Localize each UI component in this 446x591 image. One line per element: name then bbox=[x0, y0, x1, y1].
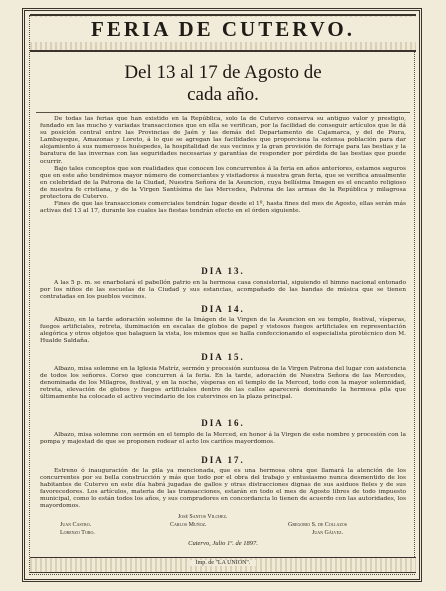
section-heading-dia-15: DIA 15. bbox=[201, 352, 245, 362]
section-heading-dia-17: DIA 17. bbox=[201, 455, 245, 465]
section-text-dia-16: Albazo, misa solemne con sermón en el templo de la Merced, en honor á la Virgen de este nombre y procesión con la pompa y majestad de que se proponen rodear el acto los cariños mayordomos. bbox=[40, 432, 406, 446]
signatory-right-2: Juan Gálvez. bbox=[312, 530, 344, 536]
date-range-heading bbox=[30, 62, 416, 106]
dateline: Cutervo, Julio 1º. de 1897. bbox=[188, 540, 258, 547]
intro-paragraph: Bajo tales conceptos que son realidades que conocen los concurrentes á la feria en años anteriores, estamos seguros que en este año tendrémos mayor número de comerciantes y visitadores á nuestra gran feria, que se verifica anualmente en celebridad de la Patrona de la Ciudad, Nuestra Señora de la Asuncion, cuya bellísima Imagen es el encanto religioso de nuestra fe cristiana, y de la Virgen Santísima de las Mercedes, Patrona de las armas de la República y milagrosa protectora de Cutervo. bbox=[40, 165, 406, 201]
date-line-2: cada año. bbox=[187, 84, 259, 105]
intro-paragraph: De todas las ferias que han existido en la República, solo la de Cutervo conserva su antiguo valor y prestigio, fundado en las mucho y variadas transacciones que en ella se verifican, por la facilidad de conseguir artículos que le dá su posición central entre las Provincias de Jaén y las demás del Departamento de Cajamarca, y del de Piura, Lambayeque, Amazonas y Loreto, á lo que se agregan las facilidades que proporciona la extensa población para dar alojamiento á sus numerosos huéspedes, la hospitalidad de sus vecinos y la gran provisión de forraje para las bestias y la baratura de las invernas con las seguridades necesarias y garantías de responder por pérdida de las bestias que puede ocurrir. bbox=[40, 116, 406, 165]
title-text: FERIA DE CUTERVO. bbox=[83, 17, 363, 41]
section-text-dia-13: A las 5 p. m. se enarbolará el pabellón patrio en la hermosa casa consistorial, siguiendo el himno nacional entonado por los niños de las escuelas de la Ciudad y sus estancias, acompañado de las bandas de música que se tienen contratadas en los pueblos vecinos. bbox=[40, 280, 406, 301]
signatory-center: José Santos Vilchez. bbox=[178, 514, 228, 520]
signatory-left-1: Juan Castro. bbox=[60, 522, 92, 528]
page-title bbox=[30, 17, 416, 42]
intro-paragraph: Fines de que las transacciones comerciales tendrán lugar desde el 1º, hasta fines del mes de Agosto, ellas serán más activas del 13 al 17, durante los cuales las fiestas tendrán efecto en el órden siguiente. bbox=[40, 201, 406, 215]
section-text-dia-15: Albazo, misa solemne en la Iglesia Matríz, sermón y procesión suntuosa de la Virgen Patrona del lugar con asistencia de todos los señores. Corso que concurren á la feria. En la tarde, adoración de Nuestra Señora de las Mercedes, denominada de los Milagros, festival, y en la noche, vísperas en el templo de la Merced, todo con la mayor solemnidad, retreta, elevación de globos y fuegos artificiales dentro de las calles aparecerá dominando la hermosa pila que últimamente ha colocado el activo vecindario de los cutervinos en la plaza principal. bbox=[40, 366, 406, 401]
divider bbox=[36, 112, 410, 113]
signatory-left-2: Lorenzo Toro. bbox=[60, 530, 95, 536]
signatory-middle-1: Carlos Muñoz. bbox=[170, 522, 207, 528]
date-line-1: Del 13 al 17 de Agosto de bbox=[124, 62, 322, 83]
signatory-right-1: Gregorio S. de Collazos bbox=[288, 522, 348, 528]
section-heading-dia-14: DIA 14. bbox=[201, 304, 245, 314]
section-heading-dia-13: DIA 13. bbox=[201, 266, 245, 276]
section-heading-dia-16: DIA 16. bbox=[201, 418, 245, 428]
printer-imprint: Imp. de "LA UNION". bbox=[30, 560, 416, 566]
intro-text bbox=[40, 116, 406, 215]
section-text-dia-14: Albazo, en la tarde adoración solemne de la Imágen de la Virgen de la Asuncion en su templo, festival, vísperas, fuegos artificiales, retreta, iluminación en escalas de globos de papel y vistosos fuegos artificiales en representación alegórica y otros objetos que halaguen la vista, los mismos que se halla confeccionando el especialista pirotécnico don M. Hualde Saldaña. bbox=[40, 317, 406, 345]
section-text-dia-17: Estreno ó inauguración de la pila ya mencionada, que es una hermosa obra que llamará la atención de los concurrentes por su bella construcción y más que todo por el obra del trabajo y entusiasmo nunca desmentido de los habitantes de Cutervo en este día habrá jugadas de gallos y otras distracciones dignas de sus asiduos fieles y de sus favorecedores. Los artículos, materia de las transacciones, estarán en todo el mes de Agosto libres de todo impuesto municipal, como lo están todos los años, y sus compradores en concordancia lo tienen de acuerdo con las autoridades, los mayordomos. bbox=[40, 468, 406, 510]
